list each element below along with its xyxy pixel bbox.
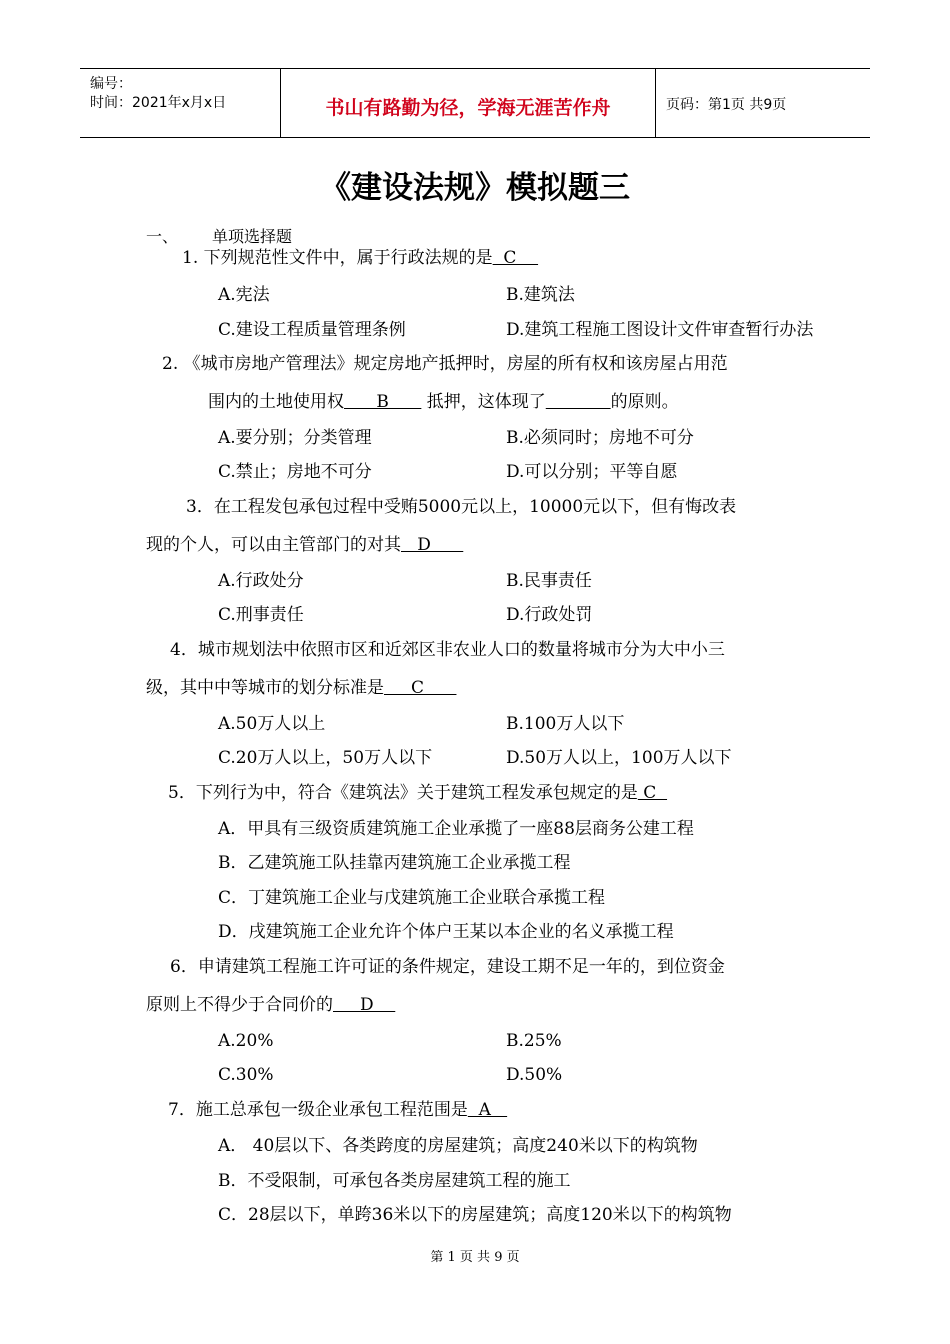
question-3-option-d: D.行政处罚 (506, 605, 593, 625)
question-4-stem-line2: 级，其中中等城市的划分标准是 C (146, 678, 457, 698)
header-motto-cell (280, 69, 656, 137)
document-title: 《建设法规》模拟题三 (320, 170, 630, 206)
section-number: 一、 (146, 227, 179, 246)
page-footer: 第 1 页 共 9 页 (430, 1250, 520, 1265)
question-4-option-c: C.20万人以上，50万人以下 (218, 748, 433, 768)
question-3-stem-line2: 现的个人，可以由主管部门的对其 D (146, 535, 464, 555)
question-7-option-b: B．不受限制，可承包各类房屋建筑工程的施工 (218, 1171, 571, 1191)
question-1-option-d: D.建筑工程施工图设计文件审查暂行办法 (506, 320, 814, 340)
section-label: 单项选择题 (212, 227, 293, 246)
question-1-answer: C (492, 248, 539, 268)
question-5-option-d: D．戌建筑施工企业允许个体户王某以本企业的名义承揽工程 (218, 922, 674, 942)
question-7-option-a: A． 40层以下、各类跨度的房屋建筑；高度240米以下的构筑物 (218, 1136, 698, 1156)
question-4-stem-line1: 4．城市规划法中依照市区和近郊区非农业人口的数量将城市分为大中小三 (170, 640, 725, 660)
question-4-option-d: D.50万人以上，100万人以下 (506, 748, 732, 768)
question-2-stem-line2: 围内的土地使用权 B 抵押，这体现了 的原则。 (208, 392, 679, 412)
question-6-option-a: A.20% (218, 1031, 274, 1051)
question-2-option-b: B.必须同时；房地不可分 (506, 428, 694, 448)
header-info-cell (80, 69, 280, 137)
question-5-stem: 5．下列行为中，符合《建筑法》关于建筑工程发承包规定的是 C (168, 783, 668, 803)
question-1-option-b: B.建筑法 (506, 285, 575, 305)
question-5-option-a: A．甲具有三级资质建筑施工企业承揽了一座88层商务公建工程 (218, 819, 694, 839)
question-6-option-b: B.25% (506, 1031, 562, 1051)
date-label: 时间：2021年x月x日 (90, 95, 227, 111)
question-7-answer: A (467, 1100, 508, 1120)
question-6-stem-line2: 原则上不得少于合同价的 D (146, 995, 396, 1015)
serial-label: 编号： (90, 76, 132, 92)
question-2-option-c: C.禁止；房地不可分 (218, 462, 372, 482)
question-5-option-c: C．丁建筑施工企业与戊建筑施工企业联合承揽工程 (218, 888, 606, 908)
question-4-option-a: A.50万人以上 (218, 714, 326, 734)
question-4-option-b: B.100万人以下 (506, 714, 625, 734)
question-7-stem: 7．施工总承包一级企业承包工程范围是 A (168, 1100, 508, 1120)
question-4-answer: C (384, 678, 457, 698)
header-page-cell (656, 69, 870, 137)
question-2-option-a: A.要分别；分类管理 (218, 428, 372, 448)
question-1-option-c: C.建设工程质量管理条例 (218, 320, 406, 340)
question-2-answer: B (344, 392, 422, 412)
question-6-stem-line1: 6．申请建筑工程施工许可证的条件规定，建设工期不足一年的，到位资金 (170, 957, 725, 977)
question-2-blank (546, 392, 611, 412)
question-6-option-d: D.50% (506, 1065, 563, 1085)
question-3-option-b: B.民事责任 (506, 571, 592, 591)
question-7-option-c: C．28层以下，单跨36米以下的房屋建筑；高度120米以下的构筑物 (218, 1205, 732, 1225)
question-6-answer: D (333, 995, 396, 1015)
question-3-option-a: A.行政处分 (218, 571, 304, 591)
question-5-answer: C (637, 783, 668, 803)
question-5-option-b: B．乙建筑施工队挂靠丙建筑施工企业承揽工程 (218, 853, 571, 873)
question-1-stem: 1. 下列规范性文件中，属于行政法规的是 C (182, 248, 539, 268)
question-2-option-d: D.可以分别；平等自愿 (506, 462, 678, 482)
question-6-option-c: C.30% (218, 1065, 274, 1085)
motto: 书山有路勤为径，学海无涯苦作舟 (325, 97, 611, 119)
question-3-stem-line1: 3．在工程发包承包过程中受贿5000元以上，10000元以下，但有悔改表 (186, 497, 737, 517)
question-3-option-c: C.刑事责任 (218, 605, 304, 625)
question-2-stem-line1: 2. 《城市房地产管理法》规定房地产抵押时，房屋的所有权和该房屋占用范 (162, 354, 728, 374)
header-table (80, 68, 870, 138)
question-1-option-a: A.宪法 (218, 285, 270, 305)
question-3-answer: D (401, 535, 464, 555)
page-label: 页码：第1页 共9页 (666, 97, 787, 113)
